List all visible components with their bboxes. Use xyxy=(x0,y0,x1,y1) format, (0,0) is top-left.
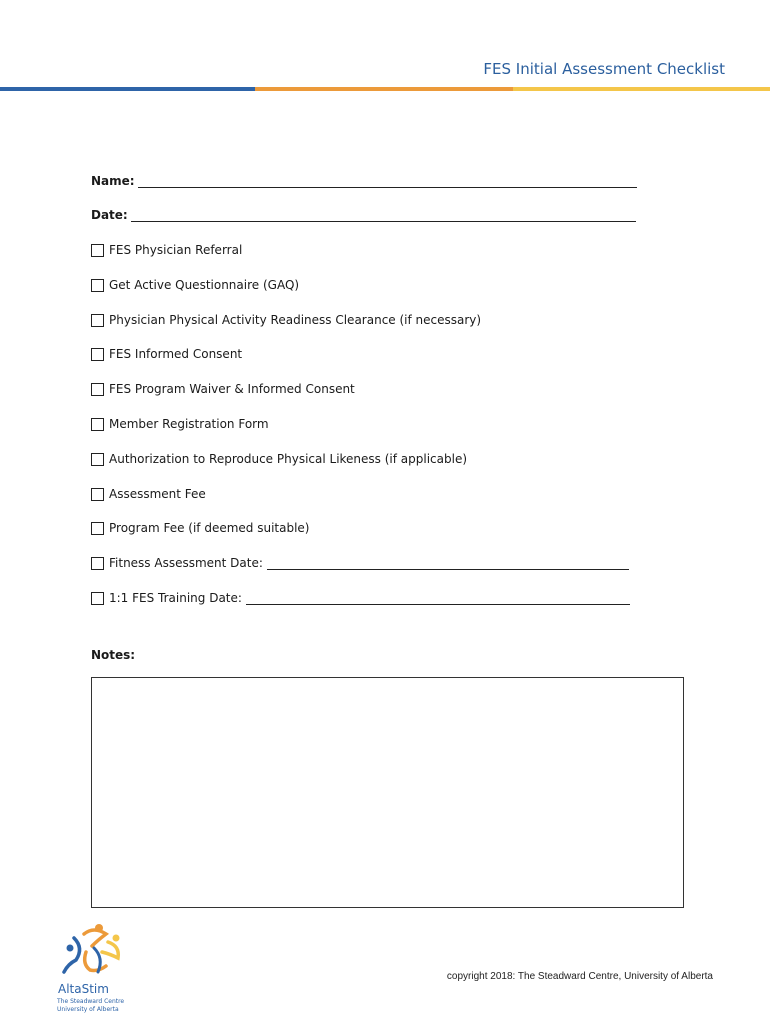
checklist-item-label: FES Program Waiver & Informed Consent xyxy=(109,382,355,396)
name-field xyxy=(91,174,637,188)
date-input-line[interactable] xyxy=(131,209,636,222)
checklist-item-readiness-clearance xyxy=(91,313,481,327)
checklist-item-gaq xyxy=(91,278,299,292)
checkbox[interactable] xyxy=(91,488,104,501)
header-color-bar xyxy=(0,87,770,91)
checklist-item-member-registration xyxy=(91,417,269,431)
header-bar-yellow xyxy=(513,87,770,91)
training-date-line[interactable] xyxy=(246,592,630,605)
notes-label: Notes: xyxy=(91,648,136,662)
checkbox[interactable] xyxy=(91,418,104,431)
checklist-item-training-date xyxy=(91,591,630,605)
checklist-item-label: Get Active Questionnaire (GAQ) xyxy=(109,278,300,292)
checkbox[interactable] xyxy=(91,522,104,535)
name-input-line[interactable] xyxy=(138,175,637,188)
header-bar-blue xyxy=(0,87,255,91)
document-title: FES Initial Assessment Checklist xyxy=(483,60,725,78)
checkbox[interactable] xyxy=(91,314,104,327)
checklist-item-label: Physician Physical Activity Readiness Clearance (if necessary) xyxy=(109,313,482,327)
checkbox[interactable] xyxy=(91,348,104,361)
checkbox[interactable] xyxy=(91,279,104,292)
checklist-item-label: Program Fee (if deemed suitable) xyxy=(109,521,310,535)
notes-textarea[interactable] xyxy=(91,677,684,908)
copyright-notice: copyright 2018: The Steadward Centre, University of Alberta xyxy=(446,971,713,982)
checklist-item-program-waiver xyxy=(91,382,355,396)
checkbox[interactable] xyxy=(91,592,104,605)
checkbox[interactable] xyxy=(91,557,104,570)
checklist-item-label: Fitness Assessment Date: xyxy=(109,556,263,570)
checklist-item-label: FES Informed Consent xyxy=(109,347,243,361)
logo-subtitle-line-2: University of Alberta xyxy=(57,1006,119,1013)
date-label: Date: xyxy=(91,208,128,222)
logo-subtitle-line-1: The Steadward Centre xyxy=(57,998,125,1005)
logo-subtitle xyxy=(57,998,124,1014)
checklist-item-label: Assessment Fee xyxy=(109,487,206,501)
checklist-item-program-fee xyxy=(91,521,309,535)
logo-wordmark: AltaStim xyxy=(58,982,109,996)
checklist-item-physician-referral xyxy=(91,243,242,257)
checkbox[interactable] xyxy=(91,453,104,466)
checkbox[interactable] xyxy=(91,383,104,396)
checkbox[interactable] xyxy=(91,244,104,257)
fitness-assessment-date-line[interactable] xyxy=(267,557,629,570)
checklist-item-label: Member Registration Form xyxy=(109,417,269,431)
checklist-item-label: 1:1 FES Training Date: xyxy=(109,591,242,605)
checklist-item-label: Authorization to Reproduce Physical Likeness (if applicable) xyxy=(109,452,468,466)
checklist-item-physical-likeness xyxy=(91,452,467,466)
checklist-item-assessment-fee xyxy=(91,487,206,501)
checklist-item-informed-consent xyxy=(91,347,242,361)
checklist-item-fitness-assessment-date xyxy=(91,556,629,570)
name-label: Name: xyxy=(91,174,135,188)
header-bar-orange xyxy=(255,87,513,91)
date-field xyxy=(91,208,636,222)
checklist-item-label: FES Physician Referral xyxy=(109,243,243,257)
